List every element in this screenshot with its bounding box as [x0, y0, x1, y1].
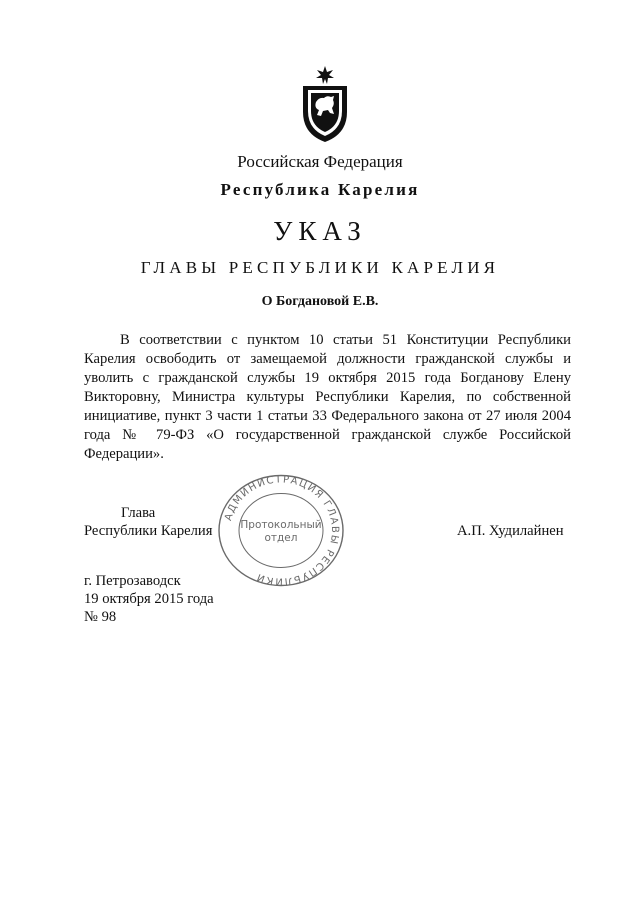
- stamp-ring-text: АДМИНИСТРАЦИЯ ГЛАВЫ РЕСПУБЛИКИ: [223, 474, 341, 587]
- official-stamp: [216, 473, 346, 588]
- decree-number: № 98: [84, 609, 117, 625]
- signatory-name: А.П. Худилайнен: [457, 523, 564, 539]
- signatory-title-line2: Республики Карелия: [84, 523, 213, 539]
- decree-subject: О Богдановой Е.В.: [261, 294, 379, 309]
- stamp-center-line1: Протокольный: [240, 519, 322, 531]
- country-name: Российская Федерация: [237, 152, 403, 171]
- republic-name: Республика Карелия: [220, 180, 420, 199]
- document-type-title: УКАЗ: [273, 216, 367, 246]
- decree-body-paragraph: В соответствии с пунктом 10 статьи 51 Конституции Республики Карелия освободить от замещаемой должности гражданской службы и уволить с гражданской службы 19 октября 2015 года Богданову Елену Викторовну, Министра культуры Республики Карелия, по собственной инициативе, пункт 3 части 1 статьи 33 Федерального закона от 27 июля 2004 года № 79-ФЗ «О государственной гражданской службе Российской Федерации».: [84, 332, 571, 462]
- signatory-title-line1: Глава: [121, 505, 156, 521]
- issuer-subtitle: ГЛАВЫ РЕСПУБЛИКИ КАРЕЛИЯ: [140, 258, 500, 277]
- issue-city: г. Петрозаводск: [84, 573, 181, 589]
- issue-date: 19 октября 2015 года: [84, 591, 214, 607]
- stamp-center-line2: отдел: [264, 532, 298, 544]
- karelia-coat-of-arms-icon: [299, 64, 351, 144]
